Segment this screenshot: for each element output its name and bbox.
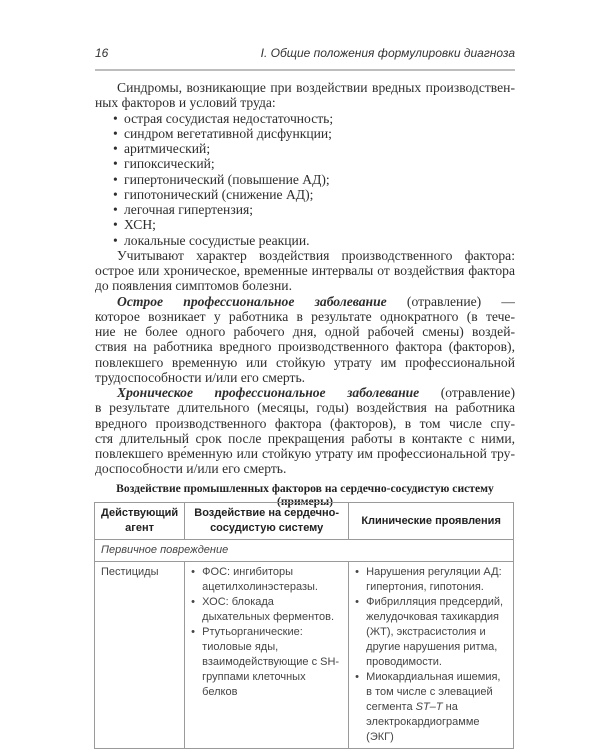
text-span: (отравление) — bbox=[406, 293, 515, 309]
list-item: • гипертонический (повышение АД); bbox=[95, 172, 515, 187]
text-line: до появления симптомов болезни. bbox=[95, 278, 292, 294]
chapter-title: I. Общие положения формулировки диагноза bbox=[260, 46, 515, 60]
list-item bbox=[355, 670, 507, 745]
text-span: Миокардиальная ишемия, в том числе с элевацией сегмента bbox=[366, 671, 501, 713]
table-section-row bbox=[95, 540, 514, 562]
text-span: ST–T bbox=[415, 701, 443, 713]
acute-definition-first-line bbox=[95, 294, 515, 309]
list-item: • Ртутьорганические: тиоловые яды, взаимодействующие с SH-группами клеточных белков bbox=[191, 625, 342, 700]
header-rule bbox=[95, 69, 515, 71]
chronic-term: Хроническое профессиональное заболевание bbox=[117, 385, 420, 400]
text-line: ных факторов и условий труда: bbox=[95, 95, 276, 111]
list-item: • Фибрилляция предсердий, желудочковая тахикардия (ЖТ), экстрасистолия и другие нарушения ритма, проводимости. bbox=[355, 595, 507, 670]
text-line: стя длительный срок после прекращения работы в контакте с ними, bbox=[95, 430, 515, 446]
text-line: ствия на работника вредного производственного фактора (факторов), bbox=[95, 339, 515, 355]
list-item: • ХОС: блокада дыхательных ферментов. bbox=[191, 595, 342, 625]
list-item: • Нарушения регуляции АД: гипертония, гипотония. bbox=[355, 565, 507, 595]
column-header: Действующий агент bbox=[95, 503, 185, 540]
list-item: • гипотонический (снижение АД); bbox=[95, 187, 515, 202]
table-header-row bbox=[95, 503, 514, 540]
text-line: ние не более одного рабочего дня, одной рабочей смены) воздей- bbox=[95, 324, 515, 339]
text-line: которое возникает у работника в результате однократного (в тече- bbox=[95, 308, 515, 324]
page-number: 16 bbox=[95, 46, 109, 60]
text-line: повлекшего временную или стойкую утрату им профессиональной bbox=[95, 354, 515, 370]
list-item: • ФОС: ингибиторы ацетилхолинэстеразы. bbox=[191, 565, 342, 595]
effects-cell bbox=[185, 562, 349, 749]
text-line: в результате длительного (месяцы, годы) воздействия на работника bbox=[95, 400, 515, 416]
chronic-definition-first-line bbox=[95, 385, 515, 400]
table-caption: Воздействие промышленных факторов на сердечно-сосудистую систему (примеры) bbox=[116, 482, 494, 508]
body-text bbox=[95, 80, 515, 477]
list-item: • легочная гипертензия; bbox=[95, 202, 515, 217]
column-header: Клинические проявления bbox=[349, 503, 514, 540]
text-span: на электрокардиограмме (ЭКГ) bbox=[366, 701, 480, 743]
list-item: • синдром вегетативной дисфункции; bbox=[95, 126, 515, 141]
text-line: Синдромы, возникающие при воздействии вредных производствен- bbox=[117, 80, 515, 95]
list-item: • острая сосудистая недостаточность; bbox=[95, 111, 515, 126]
effects-table bbox=[94, 502, 514, 749]
list-item: • гипоксический; bbox=[95, 156, 515, 171]
text-line: острое или хроническое, временные интервалы от воздействия фактора bbox=[95, 263, 515, 278]
agent-cell: Пестициды bbox=[95, 562, 185, 749]
list-item: • локальные сосудистые реакции. bbox=[95, 233, 515, 248]
text-line: вредного производственного фактора (факторов), в том числе спу- bbox=[95, 415, 515, 431]
syndrome-list bbox=[95, 111, 515, 248]
list-item: • аритмический; bbox=[95, 141, 515, 156]
list-item: • ХСН; bbox=[95, 217, 515, 232]
column-header: Воздействие на сердечно-сосудистую систему bbox=[185, 503, 349, 540]
section-label: Первичное повреждение bbox=[95, 540, 514, 562]
text-line: Учитывают характер воздействия производственного фактора: bbox=[117, 247, 515, 263]
running-header bbox=[95, 46, 515, 64]
text-line: доспособности и/или его смерть. bbox=[95, 461, 287, 477]
clinical-cell bbox=[349, 562, 514, 749]
text-line: трудоспособности и/или его смерть. bbox=[95, 369, 306, 385]
text-span: (отравление) bbox=[440, 385, 515, 400]
table-row bbox=[95, 562, 514, 749]
acute-term: Острое профессиональное заболевание bbox=[117, 293, 387, 309]
text-line: повлекшего вре́менную или стойкую утрату им профессиональной тру- bbox=[95, 446, 515, 461]
